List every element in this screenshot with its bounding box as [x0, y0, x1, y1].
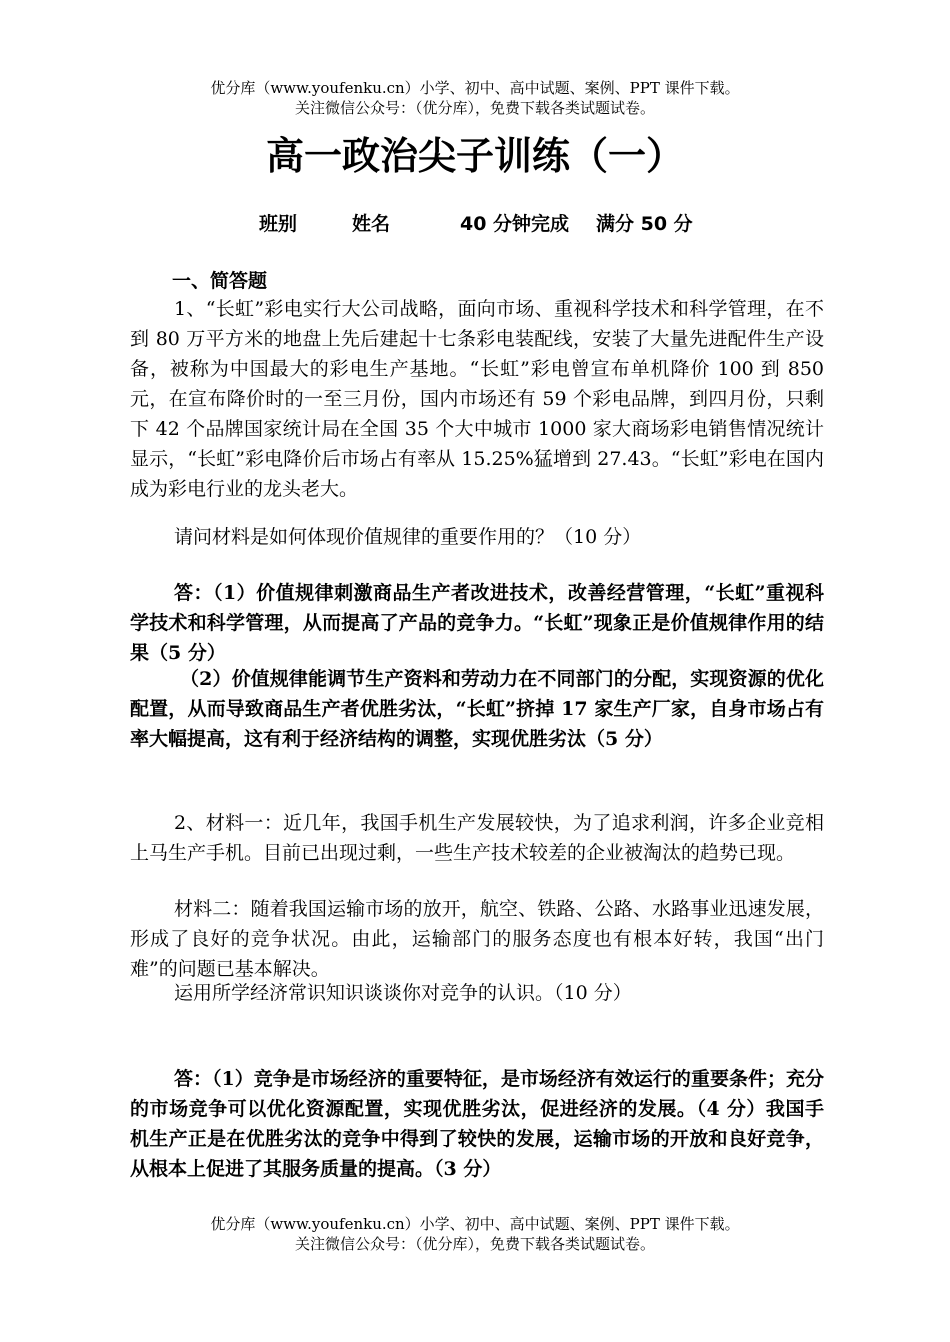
- footer-line-1: 优分库（www.youfenku.cn）小学、初中、高中试题、案例、PPT 课件下载。: [210, 1215, 740, 1233]
- section-heading: 一、简答题: [172, 270, 268, 292]
- q2-question: 运用所学经济常识知识谈谈你对竞争的认识。（10 分）: [174, 982, 632, 1004]
- full-score: 满分 50 分: [596, 213, 693, 235]
- q1-material: 1、“长虹”彩电实行大公司战略，面向市场、重视科学技术和科学管理，在不到 80 万平方米的地盘上先后建起十七条彩电装配线，安装了大量先进配件生产设备，被称为中国最大的彩电生产基地。“长虹”彩电曾宣布单机降价 100 到 850 元，在宣布降价时的一至三月份，国内市场还有 59 个彩电品牌，到四月份，只剩下 42 个品牌国家统计局在全国 35 个大中城市 1000 家大商场彩电销售情况统计显示，“长虹”彩电降价后市场占有率从 15.25%猛增到 27.43。“长虹”彩电在国内成为彩电行业的龙头老大。: [130, 298, 824, 500]
- class-label: 班别: [259, 213, 298, 235]
- q1-answer-2: （2）价值规律能调节生产资料和劳动力在不同部门的分配，实现资源的优化配置，从而导致商品生产者优胜劣汰，“长虹”挤掉 17 家生产厂家，自身市场占有率大幅提高，这有利于经济结构的调整，实现优胜劣汰（5 分）: [130, 668, 824, 750]
- page-title: 高一政治尖子训练（一）: [265, 134, 684, 178]
- q2-answer: 答：（1）竞争是市场经济的重要特征，是市场经济有效运行的重要条件；充分的市场竞争可以优化资源配置，实现优胜劣汰，促进经济的发展。（4 分）我国手机生产正是在优胜劣汰的竞争中得到了较快的发展，运输市场的开放和良好竞争，从根本上促进了其服务质量的提高。（3 分）: [130, 1068, 824, 1180]
- time-limit: 40 分钟完成: [460, 213, 570, 235]
- header-line-2: 关注微信公众号：（优分库），免费下载各类试题试卷。: [294, 99, 655, 117]
- q1-question: 请问材料是如何体现价值规律的重要作用的？（10 分）: [174, 526, 642, 548]
- q1-answer-1: 答：（1）价值规律刺激商品生产者改进技术，改善经营管理，“长虹”重视科学技术和科学管理，从而提高了产品的竞争力。“长虹”现象正是价值规律作用的结果（5 分）: [130, 582, 824, 664]
- q2-material-1: 2、材料一：近几年，我国手机生产发展较快，为了追求利润，许多企业竞相上马生产手机。目前已出现过剩，一些生产技术较差的企业被淘汰的趋势已现。: [130, 812, 824, 864]
- q2-material-2: 材料二：随着我国运输市场的放开，航空、铁路、公路、水路事业迅速发展，形成了良好的竞争状况。由此，运输部门的服务态度也有根本好转，我国“出门难”的问题已基本解决。: [130, 898, 824, 980]
- footer-line-2: 关注微信公众号：（优分库），免费下载各类试题试卷。: [294, 1235, 655, 1253]
- name-label: 姓名: [352, 213, 391, 235]
- header-line-1: 优分库（www.youfenku.cn）小学、初中、高中试题、案例、PPT 课件下载。: [210, 79, 740, 97]
